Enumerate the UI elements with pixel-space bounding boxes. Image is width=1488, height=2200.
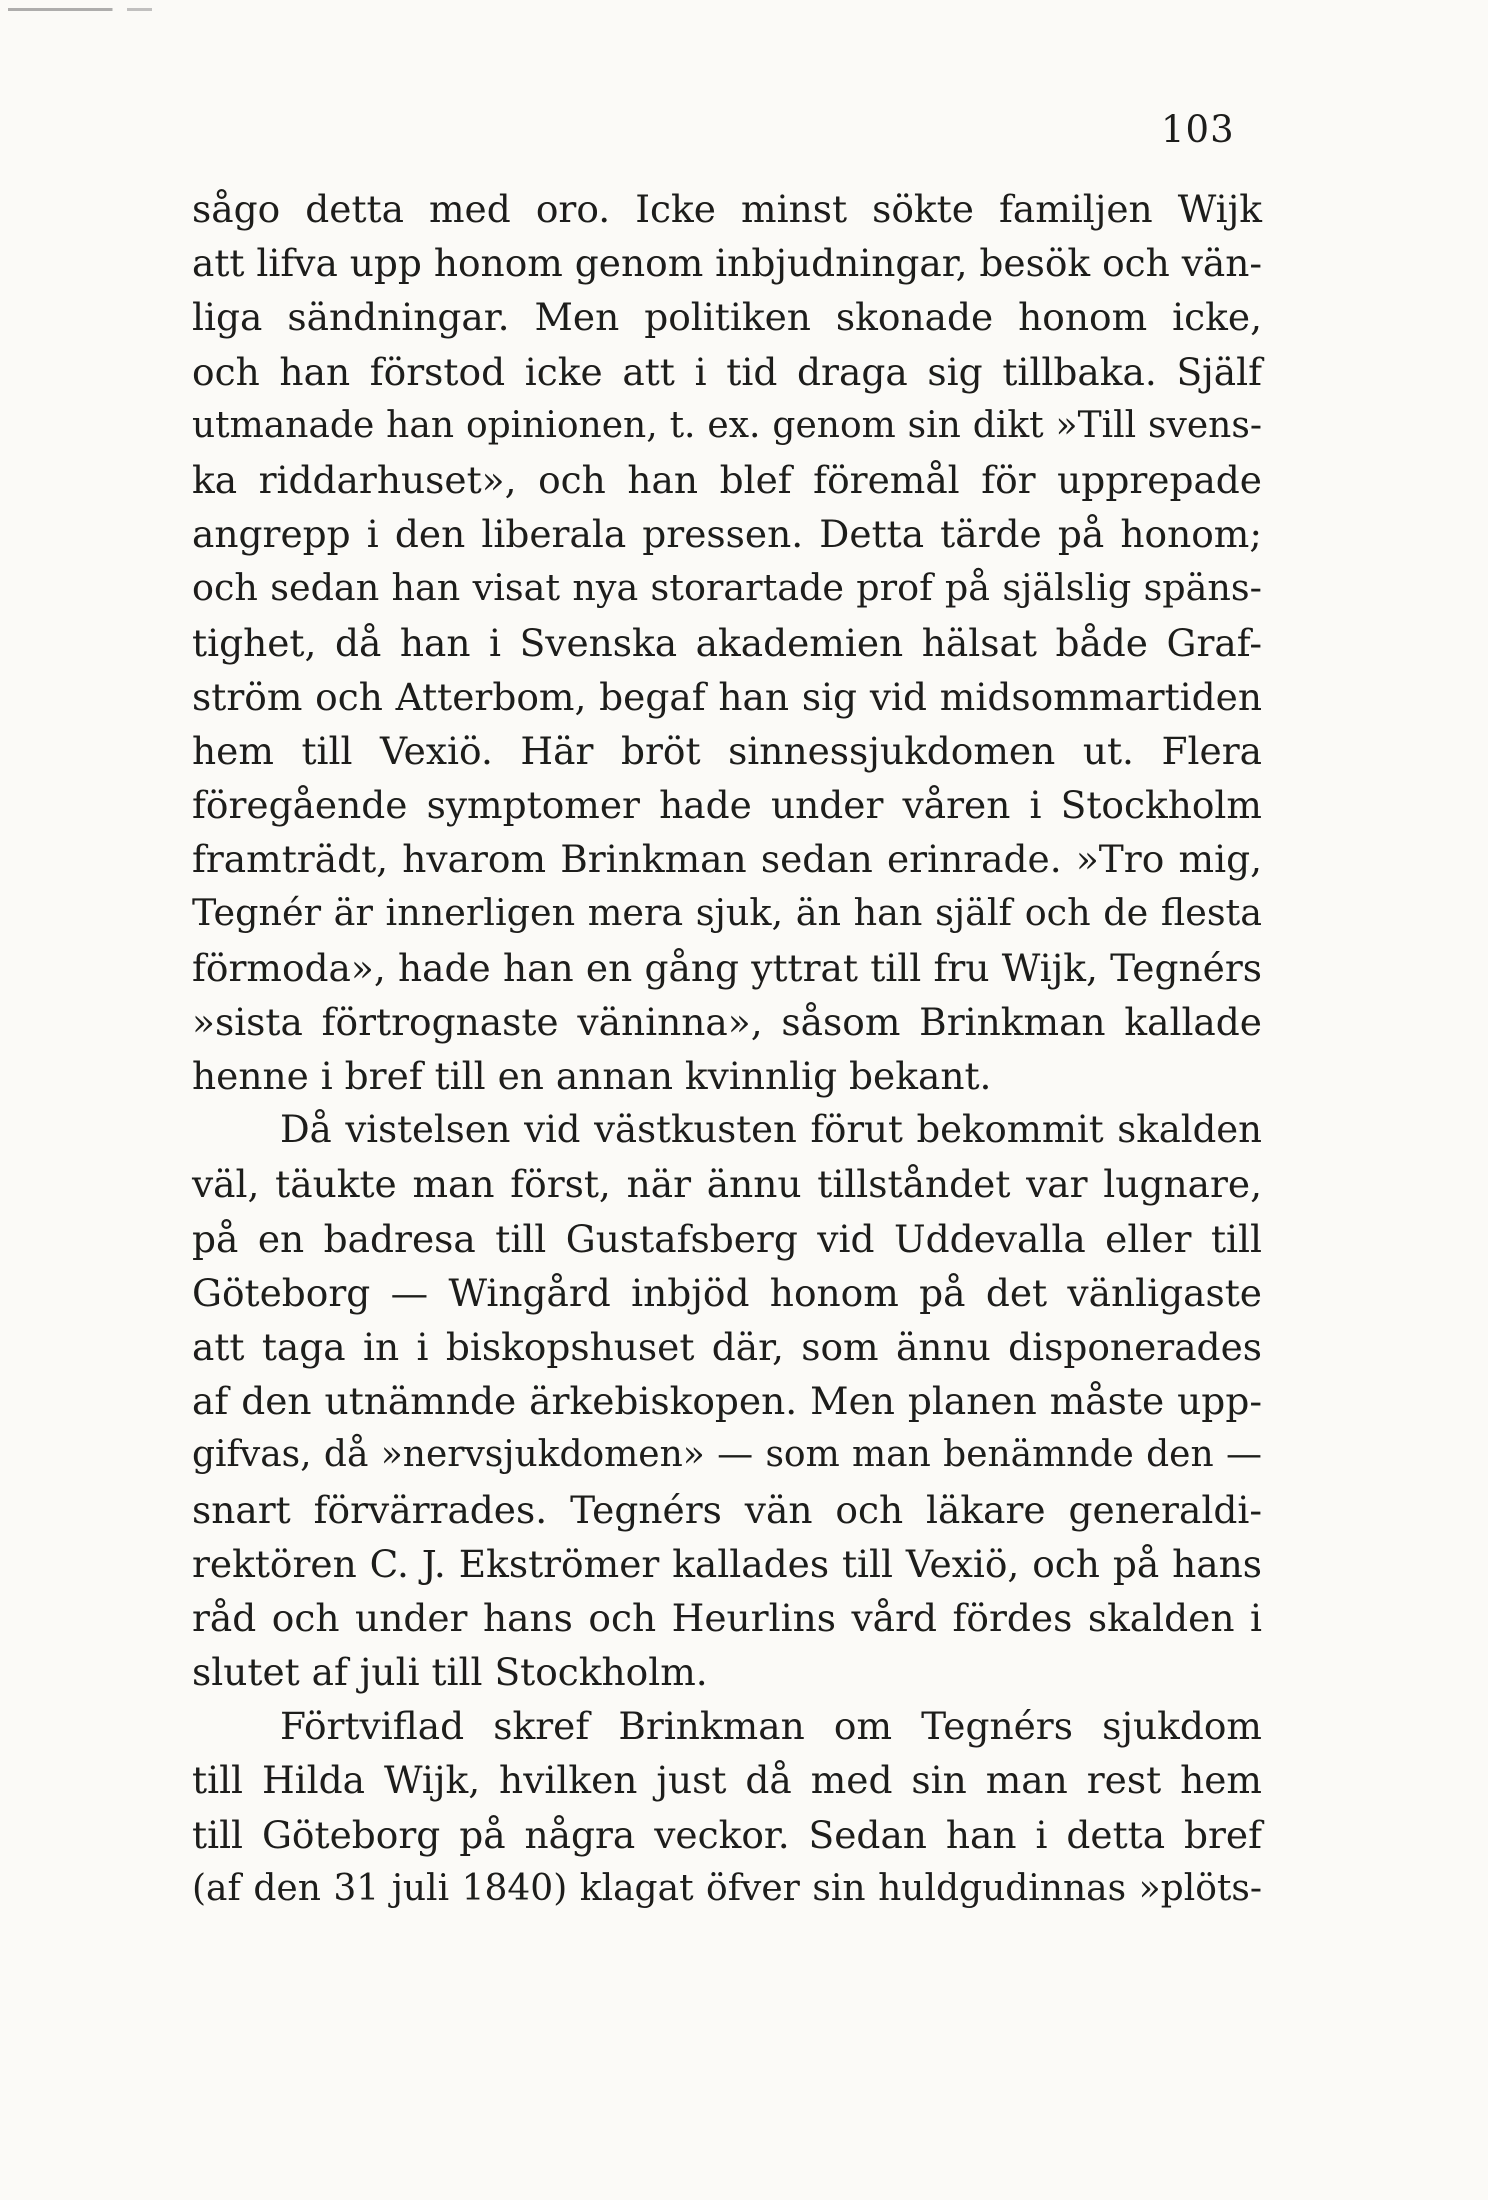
text-line: och han förstod icke att i tid draga sig tillbaka. Själf (192, 349, 1262, 394)
text-line: henne i bref till en annan kvinnlig bekant. (192, 1054, 992, 1098)
text-line: sågo detta med oro. Icke minst sökte familjen Wijk (192, 187, 1262, 231)
text-line: »sista förtrognaste väninna», såsom Brinkman kallade (192, 999, 1262, 1044)
text-line: föregående symptomer hade under våren i Stockholm (192, 783, 1262, 828)
text-line: på en badresa till Gustafsberg vid Uddevalla eller till (192, 1216, 1262, 1261)
text-line: (af den 31 juli 1840) klagat öfver sin huldgudinnas »plöts- (192, 1867, 1262, 1909)
text-line: väl, täukte man först, när ännu tillståndet var lugnare, (192, 1162, 1262, 1207)
text-line: ström och Atterbom, begaf han sig vid midsommartiden (192, 674, 1262, 719)
text-line: angrepp i den liberala pressen. Detta tärde på honom; (192, 512, 1262, 557)
text-line: och sedan han visat nya storartade prof på själslig späns- (192, 566, 1262, 610)
text-line: Förtviflad skref Brinkman om Tegnérs sjukdom (280, 1704, 1262, 1749)
text-line: Då vistelsen vid västkusten förut bekommit skalden (280, 1108, 1262, 1152)
text-line: utmanade han opinionen, t. ex. genom sin dikt »Till svens- (192, 404, 1262, 446)
text-line: till Hilda Wijk, hvilken just då med sin man rest hem (192, 1758, 1262, 1803)
text-line: slutet af juli till Stockholm. (192, 1650, 708, 1695)
text-line: rektören C. J. Ekströmer kallades till Vexiö, och på hans (192, 1541, 1262, 1586)
text-line: till Göteborg på några veckor. Sedan han i detta bref (192, 1812, 1262, 1857)
text-line: förmoda», hade han en gång yttrat till fru Wijk, Tegnérs (192, 945, 1262, 990)
text-line: att taga in i biskopshuset där, som ännu disponerades (192, 1324, 1262, 1369)
text-body (192, 182, 1262, 1916)
text-line: Göteborg — Wingård inbjöd honom på det vänligaste (192, 1270, 1262, 1315)
text-line: snart förvärrades. Tegnérs vän och läkare generaldi- (192, 1487, 1262, 1532)
text-line: gifvas, då »nervsjukdomen» — som man benämnde den — (192, 1434, 1262, 1476)
text-line: hem till Vexiö. Här bröt sinnessjukdomen ut. Flera (192, 728, 1262, 773)
text-line: tighet, då han i Svenska akademien hälsat både Graf- (192, 620, 1262, 665)
text-line: Tegnér är innerligen mera sjuk, än han själf och de flesta (192, 891, 1262, 935)
scan-artifact (8, 8, 188, 11)
text-line: ka riddarhuset», och han blef föremål för upprepade (192, 457, 1262, 502)
text-line: framträdt, hvarom Brinkman sedan erinrade. »Tro mig, (192, 837, 1262, 882)
text-line: att lifva upp honom genom inbjudningar, besök och vän- (192, 241, 1263, 286)
text-line: råd och under hans och Heurlins vård fördes skalden i (192, 1595, 1262, 1640)
text-line: liga sändningar. Men politiken skonade honom icke, (192, 295, 1262, 340)
text-line: af den utnämnde ärkebiskopen. Men planen måste upp- (192, 1379, 1262, 1424)
page-number: 103 (1161, 108, 1235, 151)
